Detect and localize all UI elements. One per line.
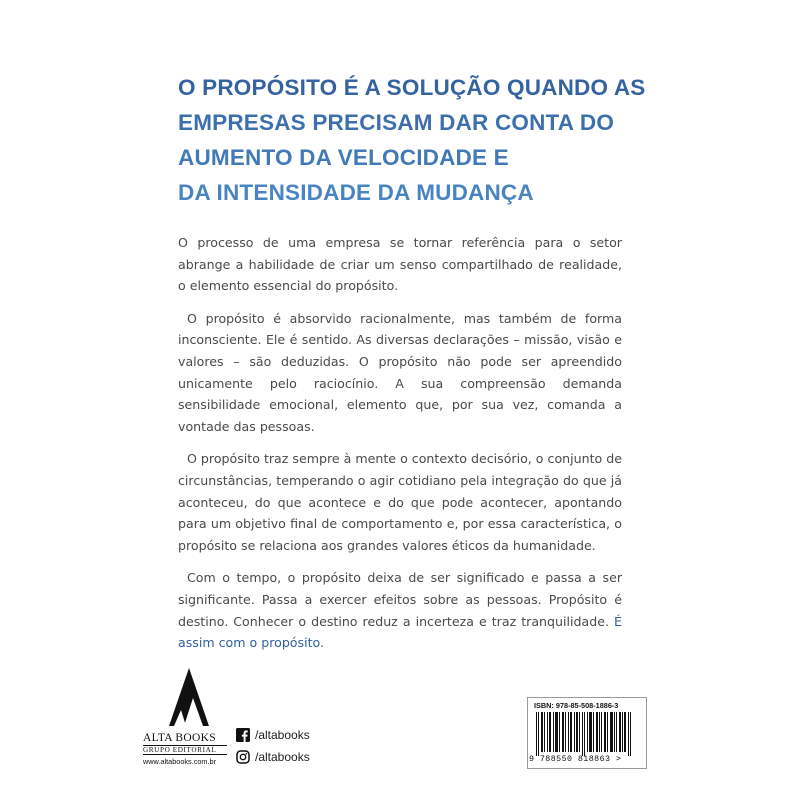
social-links: [236, 726, 310, 770]
paragraph-2: O propósito é absorvido racionalmente, mas também de forma inconsciente. Ele é sentido. As diversas declarações – missão, visão e valores – são deduzidas. O propósito não pode ser apreendido unicamente pelo raciocínio. A sua compreensão demanda sensibilidade emocional, elemento que, por sua vez, comanda a vontade das pessoas.: [178, 310, 622, 434]
headline-line-3: AUMENTO DA VELOCIDADE E: [178, 145, 509, 170]
publisher-subtitle: GRUPO EDITORIAL: [143, 745, 227, 755]
paragraph-4: [178, 567, 622, 653]
publisher-logo: [143, 668, 233, 766]
instagram-handle: /altabooks: [255, 749, 310, 764]
facebook-handle: /altabooks: [255, 727, 310, 742]
facebook-icon: [236, 728, 250, 742]
publisher-name: ALTA BOOKS: [143, 732, 216, 744]
headline-line-4: DA INTENSIDADE DA MUDANÇA: [178, 180, 534, 205]
facebook-link[interactable]: [236, 726, 310, 743]
headline-line-2: EMPRESAS PRECISAM DAR CONTA DO: [178, 110, 615, 135]
paragraph-1: O processo de uma empresa se tornar referência para o setor abrange a habilidade de criar um senso compartilhado de realidade, o elemento essencial do propósito.: [178, 235, 622, 294]
isbn-label: ISBN: 978-85-508-1886-3: [534, 701, 619, 710]
paragraph-4-text: Com o tempo, o propósito deixa de ser significado e passa a ser significante. Passa a exercer efeitos sobre as pessoas. Propósito é destino. Conhecer o destino reduz a incerteza e traz tranquilidade.: [178, 570, 622, 629]
instagram-link[interactable]: [236, 748, 310, 765]
barcode-bars: [534, 712, 638, 756]
paragraph-3: O propósito traz sempre à mente o contexto decisório, o conjunto de circunstâncias, temperando o agir cotidiano pela integração do que já aconteceu, do que acontece e do que pode acontecer, apontando para um objetivo final de comportamento e, por essa característica, o propósito se relaciona aos grandes valores éticos da humanidade.: [178, 451, 622, 553]
publisher-url[interactable]: www.altabooks.com.br: [143, 757, 216, 766]
body-text: [178, 232, 622, 665]
triangle-peak-logo-icon: [169, 668, 209, 726]
headline-line-1: O PROPÓSITO É A SOLUÇÃO QUANDO AS: [178, 75, 646, 100]
paragraph-4-highlight: É assim com o propósito.: [178, 613, 622, 651]
headline: [178, 70, 646, 210]
barcode: [527, 697, 647, 769]
barcode-digits: 9 788550 818863 >: [529, 755, 622, 764]
instagram-icon: [236, 750, 250, 764]
